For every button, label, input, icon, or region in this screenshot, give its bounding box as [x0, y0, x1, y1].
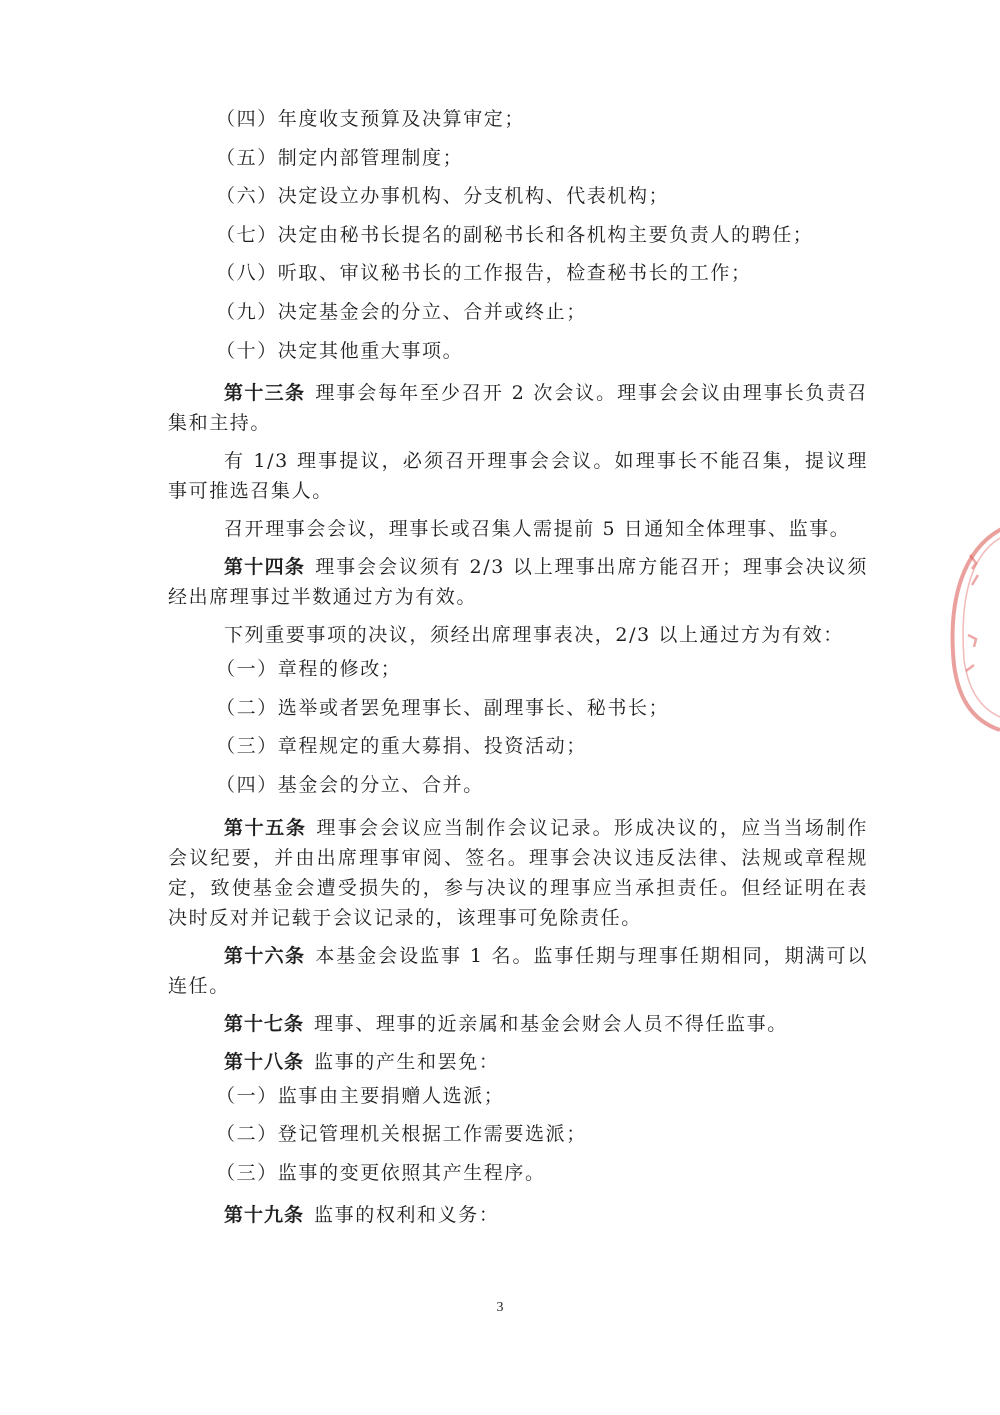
article-text: 理事会会议应当制作会议记录。形成决议的，应当当场制作会议纪要，并由出席理事审阅、签名。理事会决议违反法律、法规或章程规定，致使基金会遭受损失的，参与决议的理事应当承担责任。但经证明在表决时反对并记载于会议记录的，该理事可免除责任。 — [168, 816, 868, 929]
paragraph: 有 1/3 理事提议，必须召开理事会会议。如理事长不能召集，提议理事可推选召集人。 — [168, 450, 868, 503]
paragraph: 下列重要事项的决议，须经出席理事表决，2/3 以上通过方为有效： — [224, 624, 844, 647]
article-label: 第十六条 — [224, 944, 306, 967]
list-item: （二）登记管理机关根据工作需要选派； — [216, 1123, 587, 1146]
article-label: 第十九条 — [224, 1204, 305, 1227]
article-label: 第十三条 — [224, 382, 306, 405]
article-18 — [168, 1047, 868, 1077]
list-item: （二）选举或者罢免理事长、副理事长、秘书长； — [216, 696, 670, 719]
list-item: （九）决定基金会的分立、合并或终止； — [216, 300, 587, 323]
article-text: 理事会会议须有 2/3 以上理事出席方能召开；理事会决议须经出席理事过半数通过方为有效。 — [168, 556, 868, 609]
article-text: 监事的产生和罢免： — [314, 1050, 500, 1073]
list-item: （四）年度收支预算及决算审定； — [216, 108, 526, 130]
seal-stamp-icon — [940, 515, 1000, 735]
list-item: （七）决定由秘书长提名的副秘书长和各机构主要负责人的聘任； — [216, 223, 814, 246]
article-19 — [168, 1200, 868, 1230]
article-text: 理事会每年至少召开 2 次会议。理事会会议由理事长负责召集和主持。 — [168, 382, 868, 435]
list-item: （一）章程的修改； — [216, 658, 402, 681]
document-body — [168, 100, 868, 1230]
list-item: （三）章程规定的重大募捐、投资活动； — [216, 735, 587, 758]
article-17 — [168, 1009, 868, 1039]
list-item: （四）基金会的分立、合并。 — [216, 773, 484, 796]
article-14 — [168, 552, 868, 612]
list-item: （五）制定内部管理制度； — [216, 146, 464, 169]
article-label: 第十八条 — [224, 1050, 305, 1073]
article-text: 本基金会设监事 1 名。监事任期与理事任期相同，期满可以连任。 — [168, 944, 868, 997]
article-label: 第十四条 — [224, 556, 306, 579]
article-text: 理事、理事的近亲属和基金会财会人员不得任监事。 — [314, 1012, 788, 1035]
page-number: 3 — [496, 1300, 504, 1315]
article-label: 第十七条 — [224, 1012, 305, 1035]
article-15 — [168, 813, 868, 933]
list-item: （三）监事的变更依照其产生程序。 — [216, 1161, 546, 1184]
article-16 — [168, 941, 868, 1001]
paragraph: 召开理事会会议，理事长或召集人需提前 5 日通知全体理事、监事。 — [224, 518, 851, 541]
list-item: （十）决定其他重大事项。 — [216, 339, 464, 362]
article-text: 监事的权利和义务： — [314, 1204, 500, 1227]
list-item: （八）听取、审议秘书长的工作报告，检查秘书长的工作； — [216, 262, 752, 285]
list-item: （六）决定设立办事机构、分支机构、代表机构； — [216, 185, 670, 208]
article-label: 第十五条 — [224, 816, 307, 839]
list-item: （一）监事由主要捐赠人选派； — [216, 1084, 505, 1107]
article-13 — [168, 378, 868, 438]
